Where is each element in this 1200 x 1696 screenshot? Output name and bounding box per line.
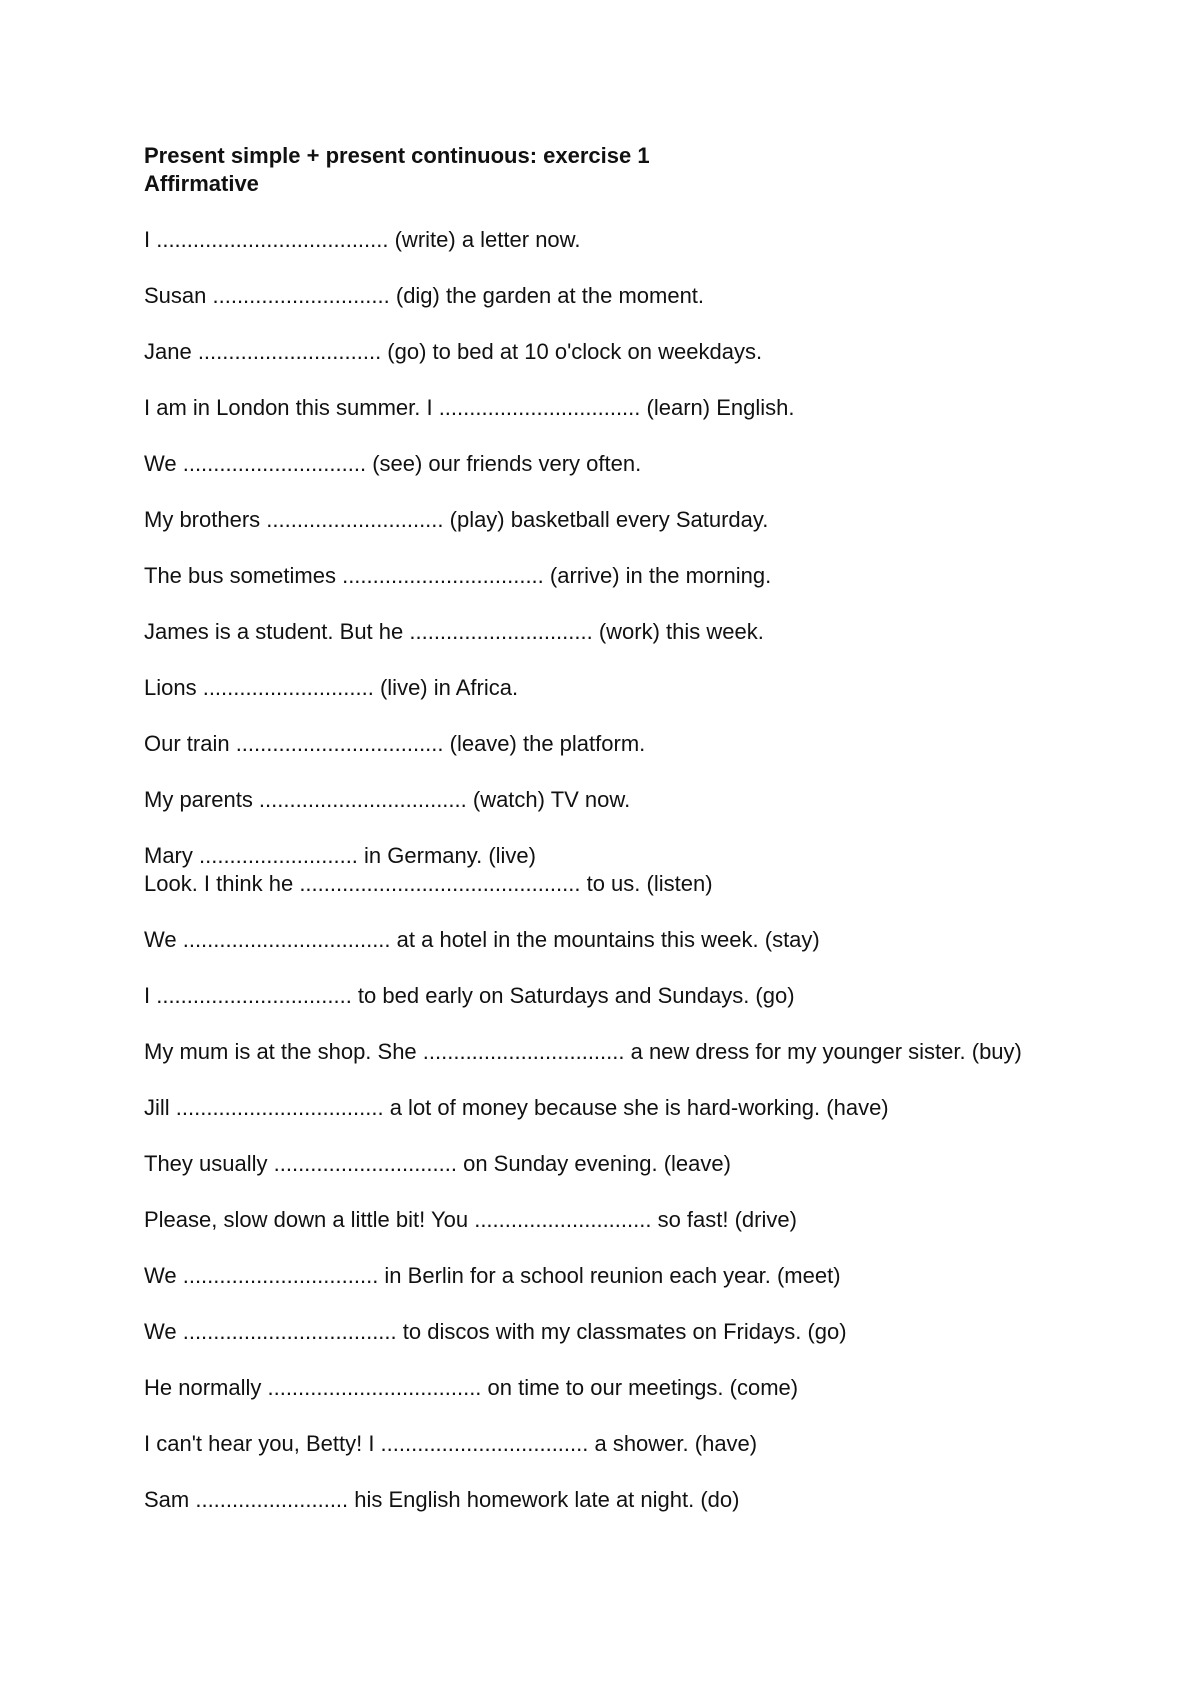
exercise-sentence-10: Our train .................................. (leave) the platform. <box>144 731 646 756</box>
worksheet-body <box>144 142 1104 1542</box>
exercise-sentence-12: Mary .......................... in Germany. (live) <box>144 843 536 868</box>
exercise-sentence-6: My brothers ............................. (play) basketball every Saturday. <box>144 507 769 532</box>
exercise-sentence-4: I am in London this summer. I ................................. (learn) English. <box>144 395 795 420</box>
exercise-sentence-7: The bus sometimes ................................. (arrive) in the morning. <box>144 563 772 588</box>
exercise-sentence-18: They usually .............................. on Sunday evening. (leave) <box>144 1151 731 1176</box>
exercise-sentence-5: We .............................. (see) our friends very often. <box>144 451 642 476</box>
exercise-sentence-11: My parents .................................. (watch) TV now. <box>144 787 631 812</box>
exercise-list <box>144 226 1104 1514</box>
exercise-sentence-24: Sam ......................... his English homework late at night. (do) <box>144 1487 740 1512</box>
exercise-sentence-23: I can't hear you, Betty! I .................................. a shower. (have) <box>144 1431 758 1456</box>
exercise-sentence-13: Look. I think he .............................................. to us. (listen) <box>144 871 713 896</box>
worksheet-title: Present simple + present continuous: exercise 1 <box>144 143 650 168</box>
exercise-sentence-20: We ................................ in Berlin for a school reunion each year. (meet) <box>144 1263 841 1288</box>
exercise-sentence-14: We .................................. at a hotel in the mountains this week. (stay) <box>144 927 820 952</box>
worksheet-subtitle: Affirmative <box>144 171 259 196</box>
exercise-sentence-1: I ...................................... (write) a letter now. <box>144 227 581 252</box>
exercise-sentence-15: I ................................ to bed early on Saturdays and Sundays. (go) <box>144 983 795 1008</box>
exercise-sentence-22: He normally ................................... on time to our meetings. (come) <box>144 1375 799 1400</box>
exercise-sentence-2: Susan ............................. (dig) the garden at the moment. <box>144 283 705 308</box>
exercise-sentence-16: My mum is at the shop. She ................................. a new dress for my younger sister. (buy) <box>144 1039 1022 1064</box>
exercise-sentence-8: James is a student. But he .............................. (work) this week. <box>144 619 764 644</box>
exercise-sentence-9: Lions ............................ (live) in Africa. <box>144 675 519 700</box>
exercise-sentence-3: Jane .............................. (go) to bed at 10 o'clock on weekdays. <box>144 339 763 364</box>
exercise-sentence-19: Please, slow down a little bit! You ............................. so fast! (drive) <box>144 1207 797 1232</box>
exercise-sentence-21: We ................................... to discos with my classmates on Fridays. (go) <box>144 1319 847 1344</box>
exercise-sentence-17: Jill .................................. a lot of money because she is hard-working. (have) <box>144 1095 889 1120</box>
